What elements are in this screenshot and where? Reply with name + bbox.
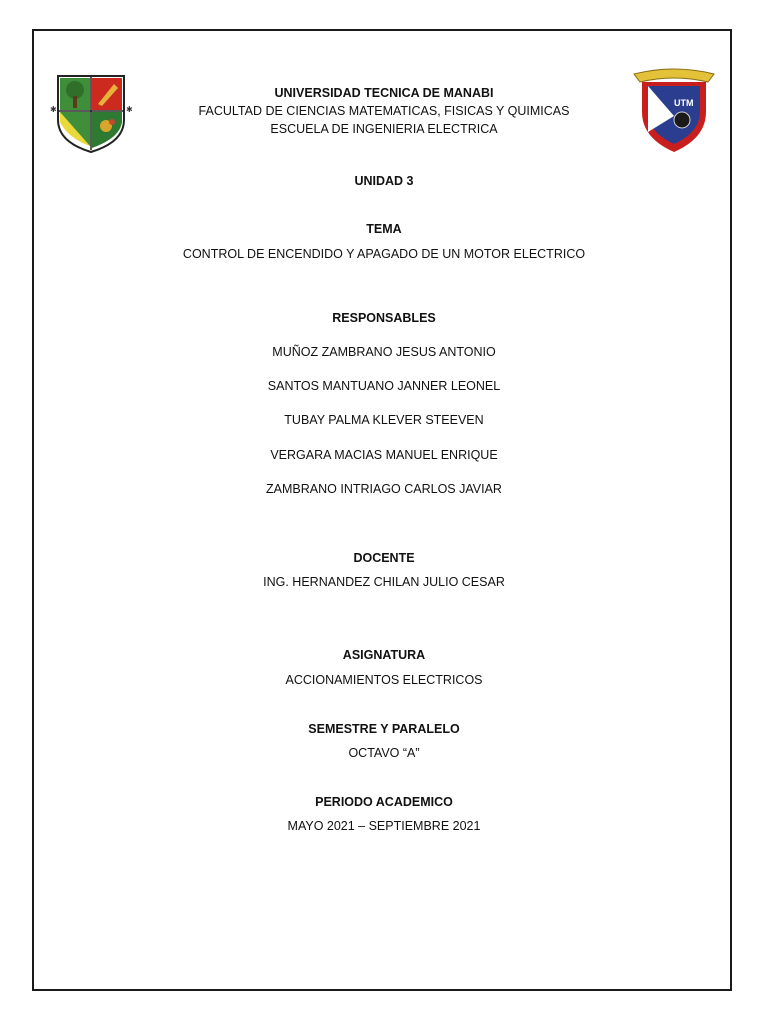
topic-value: CONTROL DE ENCENDIDO Y APAGADO DE UN MOTOR ELECTRICO bbox=[182, 247, 586, 261]
semester-value: OCTAVO “A” bbox=[348, 746, 420, 760]
semester-label: SEMESTRE Y PARALELO bbox=[308, 722, 460, 736]
unit-label: UNIDAD 3 bbox=[354, 174, 414, 188]
responsibles-label: RESPONSABLES bbox=[332, 311, 436, 325]
responsible-name: TUBAY PALMA KLEVER STEEVEN bbox=[284, 413, 484, 427]
teacher-label: DOCENTE bbox=[353, 551, 415, 565]
svg-text:✱: ✱ bbox=[126, 105, 133, 114]
faculty-name: FACULTAD DE CIENCIAS MATEMATICAS, FISICAS Y QUIMICAS bbox=[198, 104, 570, 118]
university-name: UNIVERSIDAD TECNICA DE MANABI bbox=[274, 86, 494, 100]
period-value: MAYO 2021 – SEPTIEMBRE 2021 bbox=[287, 819, 481, 833]
responsible-name: MUÑOZ ZAMBRANO JESUS ANTONIO bbox=[272, 345, 496, 359]
responsible-name: VERGARA MACIAS MANUEL ENRIQUE bbox=[270, 448, 498, 462]
teacher-value: ING. HERNANDEZ CHILAN JULIO CESAR bbox=[263, 575, 505, 589]
svg-text:✱: ✱ bbox=[50, 105, 57, 114]
responsible-name: SANTOS MANTUANO JANNER LEONEL bbox=[267, 379, 501, 393]
subject-value: ACCIONAMIENTOS ELECTRICOS bbox=[285, 673, 483, 687]
subject-label: ASIGNATURA bbox=[342, 648, 426, 662]
logo-right-text: UTM bbox=[674, 98, 694, 108]
topic-label: TEMA bbox=[366, 222, 402, 236]
school-name: ESCUELA DE INGENIERIA ELECTRICA bbox=[270, 122, 498, 136]
period-label: PERIODO ACADEMICO bbox=[315, 795, 453, 809]
responsible-name: ZAMBRANO INTRIAGO CARLOS JAVIAR bbox=[266, 482, 502, 496]
